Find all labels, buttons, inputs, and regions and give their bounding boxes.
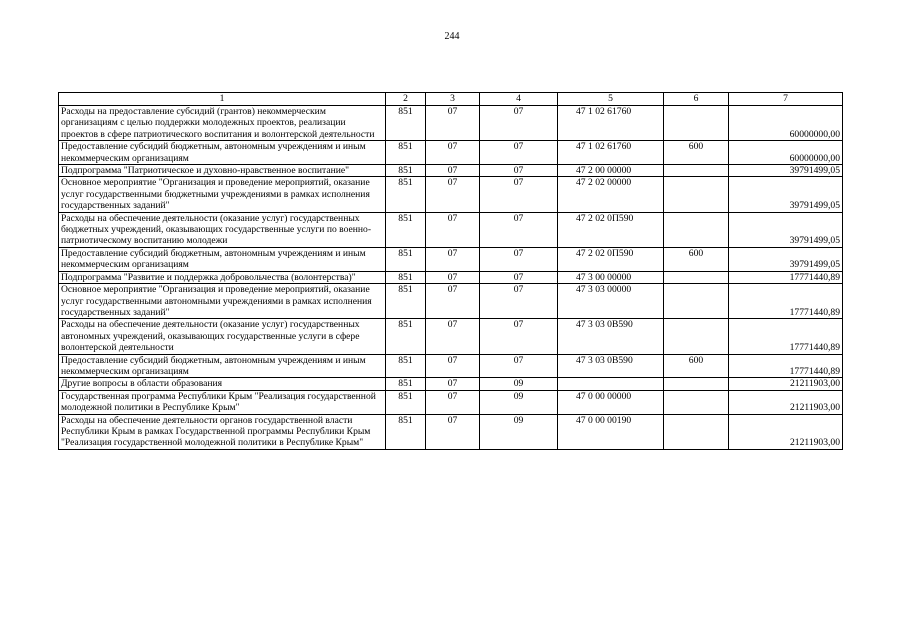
- table-row: [59, 271, 843, 283]
- row-section-code: 07: [426, 247, 480, 271]
- row-target-article: 47 3 00 00000: [558, 271, 664, 283]
- table-row: [59, 106, 843, 141]
- header-col-3: 3: [426, 93, 480, 106]
- table-row: [59, 141, 843, 165]
- row-target-article: 47 1 02 61760: [558, 106, 664, 141]
- row-amount: 39791499,05: [729, 212, 843, 247]
- row-target-article: 47 2 02 0П590: [558, 212, 664, 247]
- row-section-code: 07: [426, 354, 480, 378]
- row-subsection-code: 07: [480, 177, 558, 212]
- row-subsection-code: 09: [480, 390, 558, 414]
- row-target-article: 47 1 02 61760: [558, 141, 664, 165]
- row-expense-type: [664, 284, 729, 319]
- row-section-code: 07: [426, 165, 480, 177]
- table-row: [59, 390, 843, 414]
- row-expense-type: [664, 212, 729, 247]
- table-row: [59, 284, 843, 319]
- row-name: Расходы на обеспечение деятельности (оказание услуг) государственных автономных учреждений, оказывающих государственные услуги в сфере волонтерской деятельности: [59, 319, 386, 354]
- row-target-article: 47 2 02 00000: [558, 177, 664, 212]
- row-amount: 21211903,00: [729, 378, 843, 390]
- row-name: Расходы на обеспечение деятельности органов государственной власти Республики Крым в рамках Государственной программы Республики Крым "Реализация государственной молодежной политики в Республике Крым": [59, 414, 386, 449]
- table-row: [59, 165, 843, 177]
- page-number: 244: [444, 31, 460, 42]
- header-col-7: 7: [729, 93, 843, 106]
- row-amount: 60000000,00: [729, 106, 843, 141]
- row-amount: 21211903,00: [729, 414, 843, 449]
- row-amount: 39791499,05: [729, 165, 843, 177]
- header-col-5: 5: [558, 93, 664, 106]
- row-amount: 17771440,89: [729, 319, 843, 354]
- row-grbs-code: 851: [386, 390, 426, 414]
- row-amount: 21211903,00: [729, 390, 843, 414]
- row-expense-type: 600: [664, 247, 729, 271]
- row-subsection-code: 07: [480, 141, 558, 165]
- row-grbs-code: 851: [386, 354, 426, 378]
- row-expense-type: [664, 165, 729, 177]
- row-target-article: 47 3 03 0В590: [558, 354, 664, 378]
- row-expense-type: [664, 106, 729, 141]
- header-col-1: 1: [59, 93, 386, 106]
- row-grbs-code: 851: [386, 247, 426, 271]
- row-section-code: 07: [426, 319, 480, 354]
- row-name: Предоставление субсидий бюджетным, автономным учреждениям и иным некоммерческим организациям: [59, 354, 386, 378]
- row-grbs-code: 851: [386, 212, 426, 247]
- row-subsection-code: 07: [480, 212, 558, 247]
- row-name: Основное мероприятие "Организация и проведение мероприятий, оказание услуг государственными автономными учреждениями в рамках исполнения государственных заданий": [59, 284, 386, 319]
- row-name: Другие вопросы в области образования: [59, 378, 386, 390]
- budget-table: [58, 92, 843, 450]
- row-section-code: 07: [426, 106, 480, 141]
- row-subsection-code: 07: [480, 106, 558, 141]
- table-body: [59, 106, 843, 450]
- row-amount: 17771440,89: [729, 284, 843, 319]
- row-name: Расходы на предоставление субсидий (грантов) некоммерческим организациям с целью поддержки молодежных проектов, реализации проектов в сфере патриотического воспитания и волонтерской деятельности: [59, 106, 386, 141]
- row-subsection-code: 07: [480, 319, 558, 354]
- table-row: [59, 212, 843, 247]
- row-grbs-code: 851: [386, 177, 426, 212]
- row-expense-type: [664, 177, 729, 212]
- row-expense-type: [664, 390, 729, 414]
- row-section-code: 07: [426, 141, 480, 165]
- row-amount: 39791499,05: [729, 247, 843, 271]
- header-row: [59, 93, 843, 106]
- row-expense-type: [664, 378, 729, 390]
- row-grbs-code: 851: [386, 319, 426, 354]
- row-name: Расходы на обеспечение деятельности (оказание услуг) государственных бюджетных учреждений, оказывающих государственные услуги по военно-патриотическому воспитанию молодежи: [59, 212, 386, 247]
- row-subsection-code: 09: [480, 414, 558, 449]
- row-amount: 17771440,89: [729, 271, 843, 283]
- row-section-code: 07: [426, 177, 480, 212]
- row-grbs-code: 851: [386, 141, 426, 165]
- table-row: [59, 177, 843, 212]
- header-col-4: 4: [480, 93, 558, 106]
- row-target-article: 47 3 03 0В590: [558, 319, 664, 354]
- row-name: Предоставление субсидий бюджетным, автономным учреждениям и иным некоммерческим организациям: [59, 247, 386, 271]
- row-section-code: 07: [426, 414, 480, 449]
- row-section-code: 07: [426, 271, 480, 283]
- row-name: Государственная программа Республики Крым "Реализация государственной молодежной политики в Республике Крым": [59, 390, 386, 414]
- row-section-code: 07: [426, 284, 480, 319]
- table-row: [59, 354, 843, 378]
- row-name: Подпрограмма "Патриотическое и духовно-нравственное воспитание": [59, 165, 386, 177]
- row-section-code: 07: [426, 212, 480, 247]
- row-target-article: 47 2 02 0П590: [558, 247, 664, 271]
- row-name: Основное мероприятие "Организация и проведение мероприятий, оказание услуг государственными бюджетными учреждениями в рамках исполнения государственных заданий": [59, 177, 386, 212]
- row-target-article: 47 2 00 00000: [558, 165, 664, 177]
- row-target-article: [558, 378, 664, 390]
- row-grbs-code: 851: [386, 284, 426, 319]
- row-subsection-code: 09: [480, 378, 558, 390]
- row-name: Предоставление субсидий бюджетным, автономным учреждениям и иным некоммерческим организациям: [59, 141, 386, 165]
- table-row: [59, 319, 843, 354]
- table-row: [59, 378, 843, 390]
- row-target-article: 47 3 03 00000: [558, 284, 664, 319]
- row-section-code: 07: [426, 390, 480, 414]
- row-subsection-code: 07: [480, 165, 558, 177]
- row-target-article: 47 0 00 00190: [558, 414, 664, 449]
- table-header: [59, 93, 843, 106]
- row-subsection-code: 07: [480, 271, 558, 283]
- row-section-code: 07: [426, 378, 480, 390]
- row-expense-type: [664, 271, 729, 283]
- row-amount: 60000000,00: [729, 141, 843, 165]
- row-expense-type: [664, 414, 729, 449]
- row-grbs-code: 851: [386, 378, 426, 390]
- row-expense-type: 600: [664, 141, 729, 165]
- row-name: Подпрограмма "Развитие и поддержка добровольчества (волонтерства)": [59, 271, 386, 283]
- header-col-2: 2: [386, 93, 426, 106]
- row-expense-type: 600: [664, 354, 729, 378]
- row-grbs-code: 851: [386, 271, 426, 283]
- row-amount: 39791499,05: [729, 177, 843, 212]
- table-row: [59, 414, 843, 449]
- header-col-6: 6: [664, 93, 729, 106]
- row-subsection-code: 07: [480, 284, 558, 319]
- row-subsection-code: 07: [480, 247, 558, 271]
- row-amount: 17771440,89: [729, 354, 843, 378]
- row-grbs-code: 851: [386, 165, 426, 177]
- row-grbs-code: 851: [386, 414, 426, 449]
- row-grbs-code: 851: [386, 106, 426, 141]
- row-subsection-code: 07: [480, 354, 558, 378]
- table-row: [59, 247, 843, 271]
- row-expense-type: [664, 319, 729, 354]
- row-target-article: 47 0 00 00000: [558, 390, 664, 414]
